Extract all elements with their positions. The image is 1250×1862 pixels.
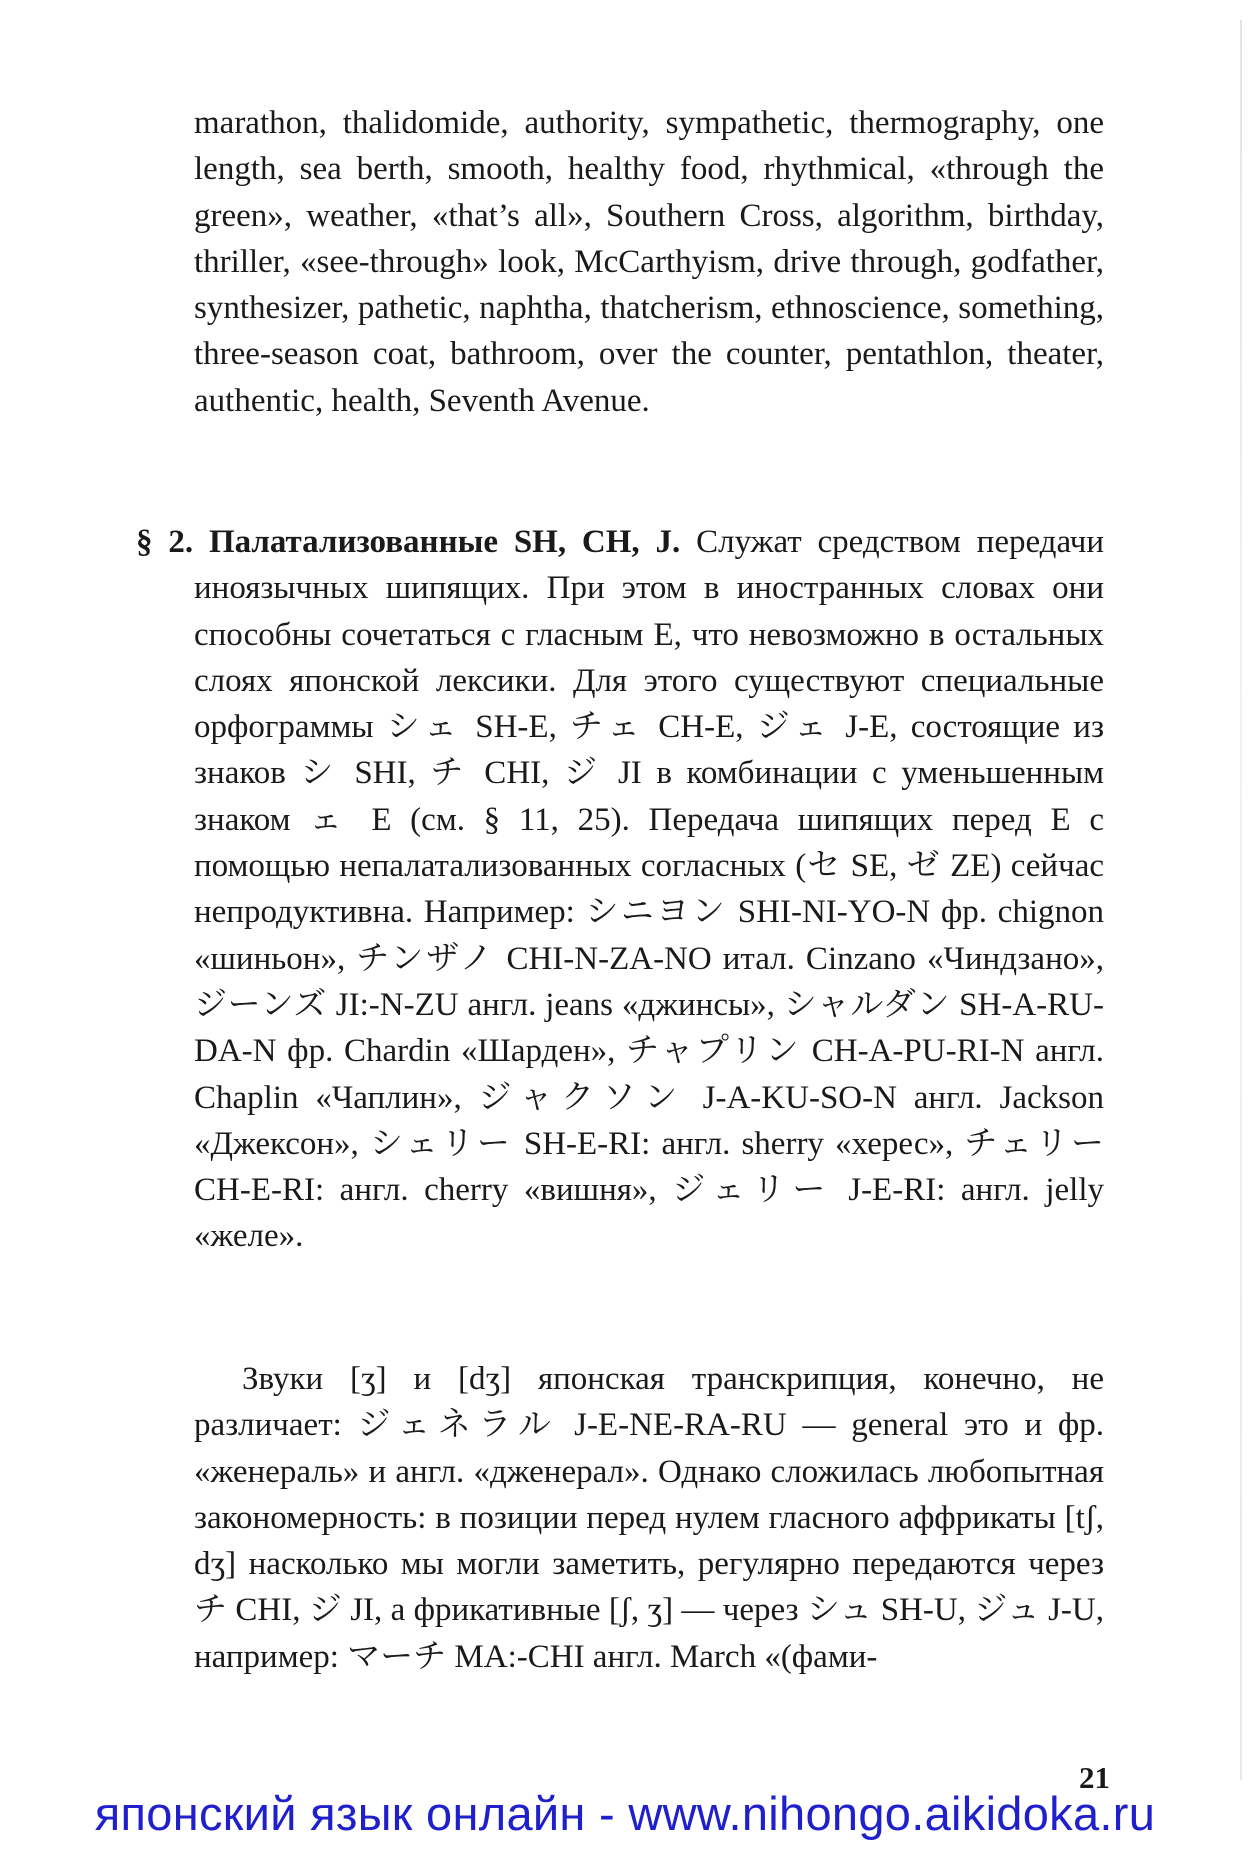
footer-watermark-link[interactable]: японский язык онлайн - www.nihongo.aikidoka.ru	[94, 1787, 1156, 1840]
section-number: § 2.	[136, 524, 194, 560]
section-2	[136, 519, 1104, 1260]
page-number: 21	[1079, 1760, 1110, 1795]
section-2-paragraph	[136, 519, 1104, 1260]
paragraph-word-list: marathon, thalidomide, authority, sympathetic, thermography, one length, sea berth, smooth, healthy food, rhythmical, «through the green», weather, «that’s all», Southern Cross, algorithm, birthday, thriller, «see-through» look, McCarthyism, drive through, godfather, synthesizer, pathetic, naphtha, thatcherism, ethnoscience, something, three-season coat, bathroom, over the counter, pentathlon, theater, authentic, health, Seventh Avenue.	[194, 105, 1104, 419]
section-body: Служат средством передачи иноязычных шипящих. При этом в иностранных словах они способны сочетаться с гласным E, что невозможно в остальных слоях японской лексики. Для этого существуют специальные орфограммы シェ SH-E, チェ CH-E, ジェ J-E, состоящие из знаков シ SHI, チ CHI, ジ JI в комбинации с уменьшенным знаком ェ E (см. § 11, 25). Передача шипящих перед E с помощью непалатализованных согласных (セ SE, ゼ ZE) сейчас непродуктивна. Например: シニヨン SHI-NI-YO-N фр. chignon «шиньон», チンザノ CHI-N-ZA-NO итал. Cinzano «Чиндзано», ジーンズ JI:-N-ZU англ. jeans «джинсы», シャルダン SH-A-RU-DA-N фр. Chardin «Шарден», チャプリン CH-A-PU-RI-N англ. Chaplin «Чаплин», ジャクソン J-A-KU-SO-N англ. Jackson «Джексон», シェリー SH-E-RI: англ. sherry «херес», チェリー CH-E-RI: англ. cherry «вишня», ジェリー J-E-RI: англ. jelly «желе».	[194, 524, 1105, 1255]
paragraph-sounds: Звуки [ʒ] и [dʒ] японская транскрипция, конечно, не различает: ジェネラル J-E-NE-RA-RU — general это и фр. «женераль» и англ. «дженерал». Однако сложилась любопытная закономерность: в позиции перед нулем гласного аффрикаты [tʃ, dʒ] насколько мы могли заметить, регулярно передаются через チ CHI, ジ JI, а фрикативные [ʃ, ʒ] — через シュ SH-U, ジュ J-U, например: マーチ MA:-CHI англ. March «(фами-	[194, 1361, 1104, 1675]
page-edge-shadow	[1240, 20, 1242, 1780]
section-heading: Палатализованные SH, CH, J.	[208, 524, 681, 560]
